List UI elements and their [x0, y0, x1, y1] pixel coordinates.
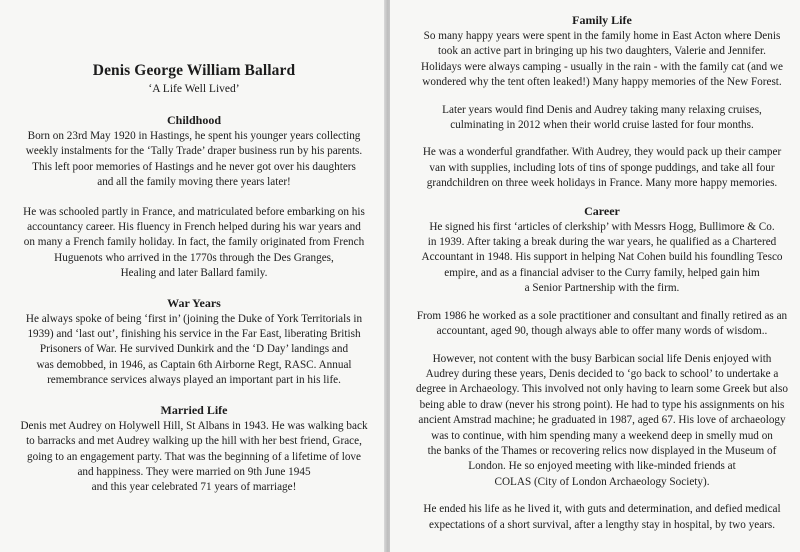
- subtitle: ‘A Life Well Lived’: [148, 83, 240, 95]
- married-life-paragraph: Denis met Audrey on Holywell Hill, St Albans in 1943. He was walking back to barracks and met Audrey walking up the hill with her best friend, Grace, going to an engagement party. That was the beginning of a lifetime of love and happiness. They were married on 9th June 1945 and this year celebrated 71 years of marriage!: [20, 419, 368, 494]
- left-page: [0, 0, 386, 552]
- family-life-heading: Family Life: [572, 13, 632, 27]
- career-heading: Career: [584, 203, 620, 218]
- childhood-paragraph-1: Born on 23rd May 1920 in Hastings, he spent his younger years collecting weekly instalments for the ‘Tally Trade’ draper business run by his parents. This left poor memories of Hastings and he never got over his daughters and all the family moving there years later!: [25, 130, 363, 189]
- career-paragraph-4: He ended his life as he lived it, with guts and determination, and defied medical expectations of a short survival, after a lengthy stay in hospital, by two years.: [423, 503, 781, 531]
- career-paragraph-2: From 1986 he worked as a sole practitioner and consultant and finally retired as an accountant, aged 90, though always able to offer many words of wisdom..: [416, 309, 788, 338]
- person-name: Denis George William Ballard: [92, 62, 296, 79]
- family-life-paragraph-3: He was a wonderful grandfather. With Audrey, they would pack up their camper van with supplies, including lots of tins of sponge puddings, and take all four grandchildren on three week holidays in France. Many more happy memories.: [422, 146, 782, 190]
- married-life-heading: Married Life: [160, 402, 228, 417]
- career-paragraph-1: He signed his first ‘articles of clerkship’ with Messrs Hogg, Bullimore & Co. in 1939. After taking a break during the war years, he qualified as a Chartered Accountant in 1948. His support in helping Nat Cohen build his foundling Tesco empire, and as a financial adviser to the Curry family, helped gain him a Senior Partnership with the firm.: [421, 220, 783, 295]
- right-page: [390, 0, 800, 552]
- war-years-heading: War Years: [167, 295, 221, 310]
- childhood-paragraph-2: He was schooled partly in France, and matriculated before embarking on his accountancy career. His fluency in French helped during his war years and on many a French family holiday. In fact, the family originated from French Huguenots who arrived in the 1770s through the Des Granges, Healing and later Ballard family.: [23, 205, 365, 280]
- family-life-paragraph-1: So many happy years were spent in the family home in East Acton where Denis took an active part in bringing up his two daughters, Valerie and Jennifer. Holidays were always camping - usually in the rain - with the family cat (and we wondered why the tent often leaked!) Many happy memories of the New Forest.: [421, 30, 783, 89]
- career-paragraph-3: However, not content with the busy Barbican social life Denis enjoyed with Audrey during these years, Denis decided to ‘go back to school’ to undertake a degree in Archaeology. This involved not only having to learn some Greek but also being able to draw (never his strong point). He had to type his assignments on his ancient Amstrad machine; he graduated in 1987, aged 67. His love of archaeology was to continue, with him spending many a weekend deep in smelly mud on the banks of the Thames or recovering relics now displayed in the Museum of London. He so enjoyed meeting with like-minded friends at COLAS (City of London Archaeology Society).: [416, 352, 788, 488]
- war-years-paragraph: He always spoke of being ‘first in’ (joining the Duke of York Territorials in 1939) and ‘last out’, finishing his service in the Far East, liberating British Prisoners of War. He survived Dunkirk and the ‘D Day’ landings and was demobbed, in 1946, as Captain 6th Airborne Regt, RASC. Annual remembrance services always played an important part in his life.: [25, 312, 363, 387]
- family-life-paragraph-2: Later years would find Denis and Audrey taking many relaxing cruises, culminating in 2012 when their world cruise lasted for four months.: [442, 103, 762, 132]
- childhood-heading: Childhood: [166, 113, 222, 127]
